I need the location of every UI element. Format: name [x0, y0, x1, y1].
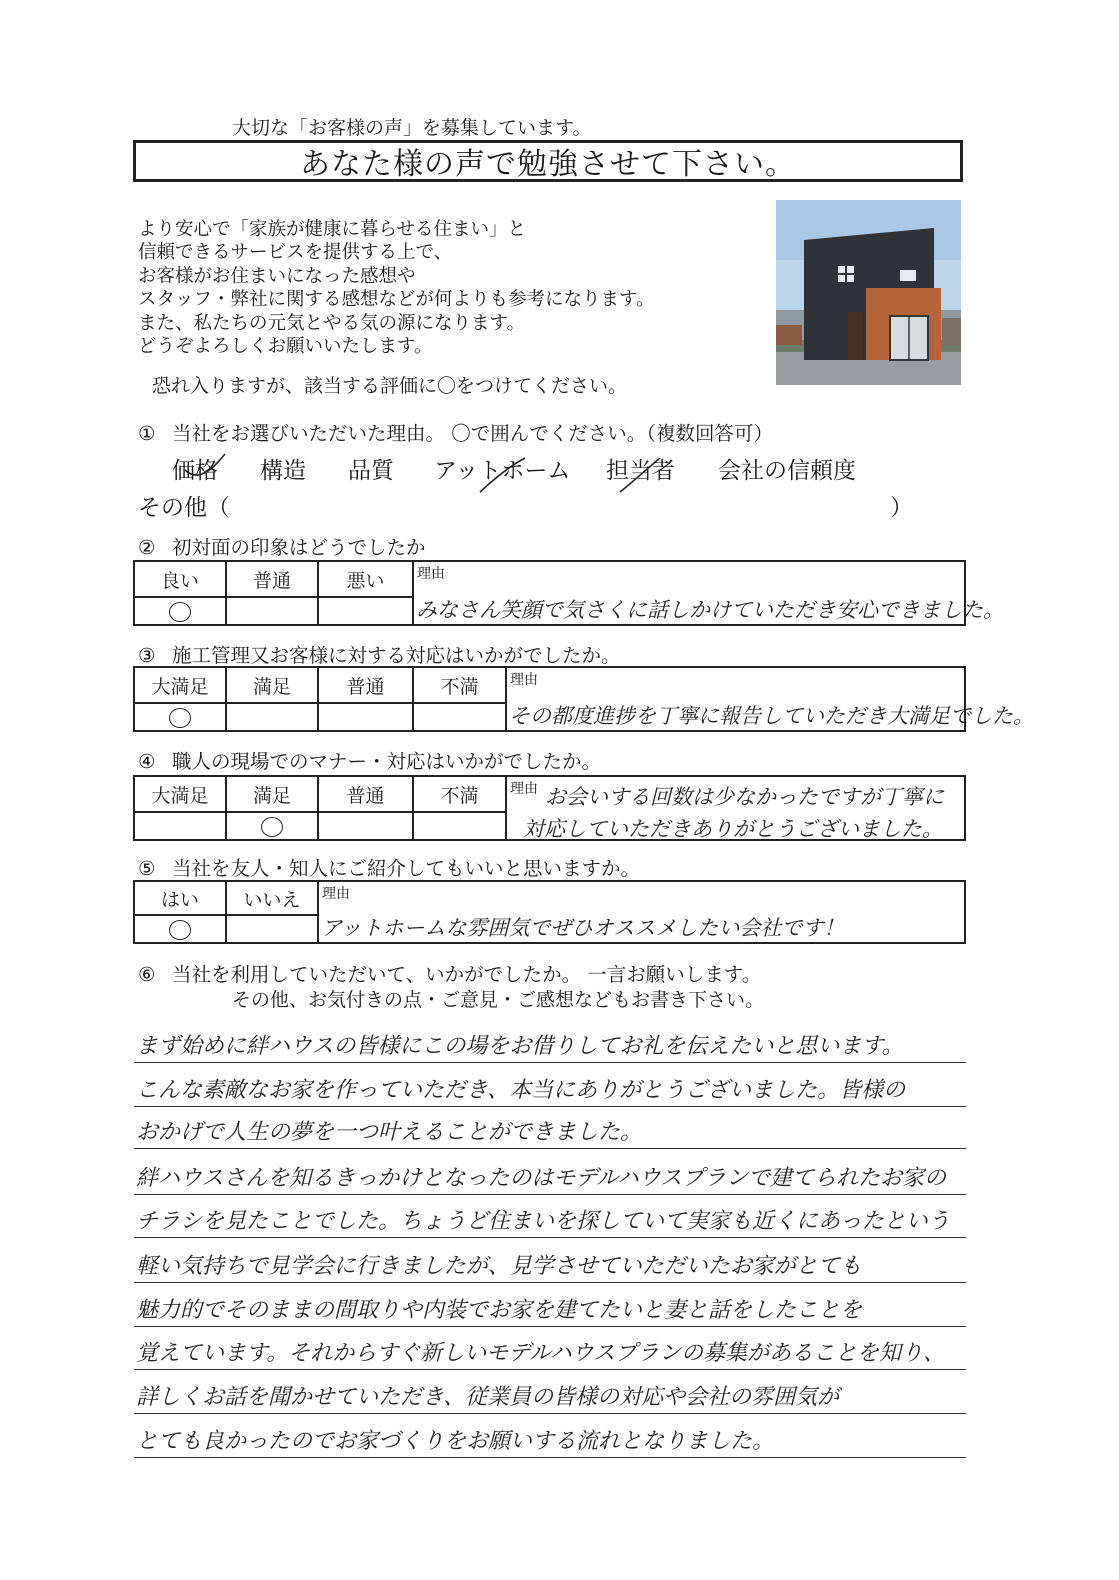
- q4-option-normal: 普通: [318, 776, 413, 812]
- intro-top-text: 大切な「お客様の声」を募集しています。: [232, 117, 592, 139]
- q1-option-structure[interactable]: 構造: [260, 458, 306, 484]
- q3-reason-label: 理由: [510, 672, 538, 688]
- q6-text: 当社を利用していただいて、いかがでしたか。 一言お願いします。: [172, 963, 762, 986]
- comment-line: とても良かったのでお家づくりをお願いする流れとなりました。: [134, 1418, 966, 1458]
- q4-mark-satisfied[interactable]: [226, 812, 318, 840]
- q5-option-yes: はい: [134, 881, 226, 915]
- q1-option-athome[interactable]: アットホーム: [434, 458, 571, 484]
- comment-line: おかげで人生の夢を一つ叶えることができました。: [134, 1109, 966, 1149]
- q2-option-good: 良い: [134, 561, 226, 597]
- comment-line: 覚えています。それからすぐ新しいモデルハウスプランの募集があることを知り、: [134, 1330, 966, 1370]
- q3-number: ③: [138, 644, 156, 667]
- q4-option-unsatisfied: 不満: [413, 776, 506, 812]
- q5-reason-text: アットホームな雰囲気でぜひオススメしたい会社です！: [321, 916, 845, 940]
- intro-line: また、私たちの元気とやる気の源になります。: [138, 312, 526, 334]
- q3-mark-satisfied[interactable]: [226, 703, 318, 731]
- q1-option-quality[interactable]: 品質: [348, 458, 394, 484]
- q4-table: [133, 775, 966, 841]
- intro-line: スタッフ・弊社に関する感想などが何よりも参考になります。: [138, 289, 655, 311]
- page-title: あなた様の声で勉強させて下さい。: [133, 140, 963, 182]
- q2-reason-label: 理由: [417, 566, 445, 582]
- q3-mark-very-satisfied[interactable]: [134, 703, 226, 731]
- q1-other-close: ）: [890, 495, 913, 521]
- q3-text: 施工管理又お客様に対する対応はいかがでしたか。: [172, 644, 621, 667]
- q5-number: ⑤: [138, 857, 156, 880]
- q2-heading: [138, 532, 426, 560]
- q5-mark-yes[interactable]: [134, 915, 226, 943]
- circle-mark-icon: [169, 920, 191, 940]
- q2-mark-normal[interactable]: [226, 597, 318, 625]
- q1-option-trust[interactable]: 会社の信頼度: [718, 458, 856, 484]
- q4-option-very-satisfied: 大満足: [134, 776, 226, 812]
- q2-reason-text: みなさん笑顔で気さくに話しかけていただき安心できました。: [416, 598, 1004, 622]
- q3-heading: [138, 640, 621, 668]
- q3-reason-cell[interactable]: [506, 667, 1034, 731]
- q2-option-normal: 普通: [226, 561, 318, 597]
- q1-heading: [138, 418, 773, 446]
- q1-option-price[interactable]: 価格: [172, 458, 218, 484]
- q2-mark-bad[interactable]: [318, 597, 413, 625]
- q6-heading: [138, 959, 761, 987]
- intro-paragraph: [138, 218, 655, 358]
- q3-option-unsatisfied: 不満: [413, 667, 506, 703]
- q2-text: 初対面の印象はどうでしたか: [172, 536, 426, 559]
- instruction-text: 恐れ入りますが、該当する評価に〇をつけてください。: [152, 375, 628, 397]
- q1-option-staff[interactable]: 担当者: [606, 458, 675, 484]
- circle-mark-icon: [169, 602, 191, 622]
- q1-number: ①: [138, 422, 156, 445]
- comment-line: こんな素敵なお家を作っていただき、本当にありがとうございました。皆様の: [134, 1067, 966, 1107]
- q4-reason-line2: 対応していただきありがとうございました。: [523, 817, 943, 841]
- q5-heading: [138, 853, 640, 881]
- q5-table: [133, 880, 966, 944]
- q3-mark-normal[interactable]: [318, 703, 413, 731]
- q4-reason-line1: お会いする回数は少なかったですが丁寧に: [545, 785, 944, 809]
- q4-heading: [138, 746, 601, 774]
- comment-line: 詳しくお話を聞かせていただき、従業員の皆様の対応や会社の雰囲気が: [134, 1374, 966, 1414]
- house-photo: [776, 200, 961, 385]
- q4-number: ④: [138, 750, 156, 773]
- intro-line: 信頼できるサービスを提供する上で、: [138, 242, 453, 264]
- q5-mark-no[interactable]: [226, 915, 318, 943]
- circle-mark-icon: [261, 817, 283, 837]
- q3-option-normal: 普通: [318, 667, 413, 703]
- q4-mark-normal[interactable]: [318, 812, 413, 840]
- q2-number: ②: [138, 536, 156, 559]
- q3-mark-unsatisfied[interactable]: [413, 703, 506, 731]
- intro-line: より安心で「家族が健康に暮らせる住まい」と: [138, 219, 526, 240]
- comment-line: 軽い気持ちで見学会に行きましたが、見学させていただいたお家がとても: [134, 1243, 966, 1283]
- q2-option-bad: 悪い: [318, 561, 413, 597]
- q4-text: 職人の現場でのマナー・対応はいかがでしたか。: [172, 750, 602, 773]
- q4-option-satisfied: 満足: [226, 776, 318, 812]
- q2-reason-cell[interactable]: [413, 561, 1004, 625]
- q1-text: 当社をお選びいただいた理由。 〇で囲んでください。（複数回答可）: [172, 422, 773, 445]
- q3-reason-text: その都度進捗を丁寧に報告していただき大満足でした。: [509, 704, 1034, 728]
- q1-check-marks: [180, 448, 700, 498]
- comment-line: 絆ハウスさんを知るきっかけとなったのはモデルハウスプランで建てられたお家の: [134, 1155, 966, 1195]
- q4-reason-cell[interactable]: [506, 776, 965, 840]
- q5-reason-label: 理由: [322, 886, 350, 902]
- circle-mark-icon: [169, 708, 191, 728]
- q2-table: [133, 560, 1004, 626]
- comment-line: 魅力的でそのままの間取りや内装でお家を建てたいと妻と話をしたことを: [134, 1287, 966, 1327]
- intro-line: お客様がお住まいになった感想や: [138, 265, 416, 287]
- q1-other-label: その他（: [138, 495, 230, 521]
- q5-option-no: いいえ: [226, 881, 318, 915]
- q4-mark-very-satisfied[interactable]: [134, 812, 226, 840]
- q6-number: ⑥: [138, 963, 156, 986]
- q3-table: [133, 666, 1034, 732]
- comment-line: まず始めに絆ハウスの皆様にこの場をお借りしてお礼を伝えたいと思います。: [134, 1023, 966, 1063]
- intro-line: どうぞよろしくお願いいたします。: [138, 336, 433, 358]
- q4-mark-unsatisfied[interactable]: [413, 812, 506, 840]
- q3-option-satisfied: 満足: [226, 667, 318, 703]
- comment-line: チラシを見たことでした。ちょうど住まいを探していて実家も近くにあったという: [134, 1198, 966, 1238]
- q4-reason-label: 理由: [510, 781, 538, 797]
- q5-text: 当社を友人・知人にご紹介してもいいと思いますか。: [172, 857, 641, 880]
- q2-mark-good[interactable]: [134, 597, 226, 625]
- q6-subtext: その他、お気付きの点・ご意見・ご感想などもお書き下さい。: [232, 989, 765, 1011]
- q3-option-very-satisfied: 大満足: [134, 667, 226, 703]
- q5-reason-cell[interactable]: [318, 881, 965, 943]
